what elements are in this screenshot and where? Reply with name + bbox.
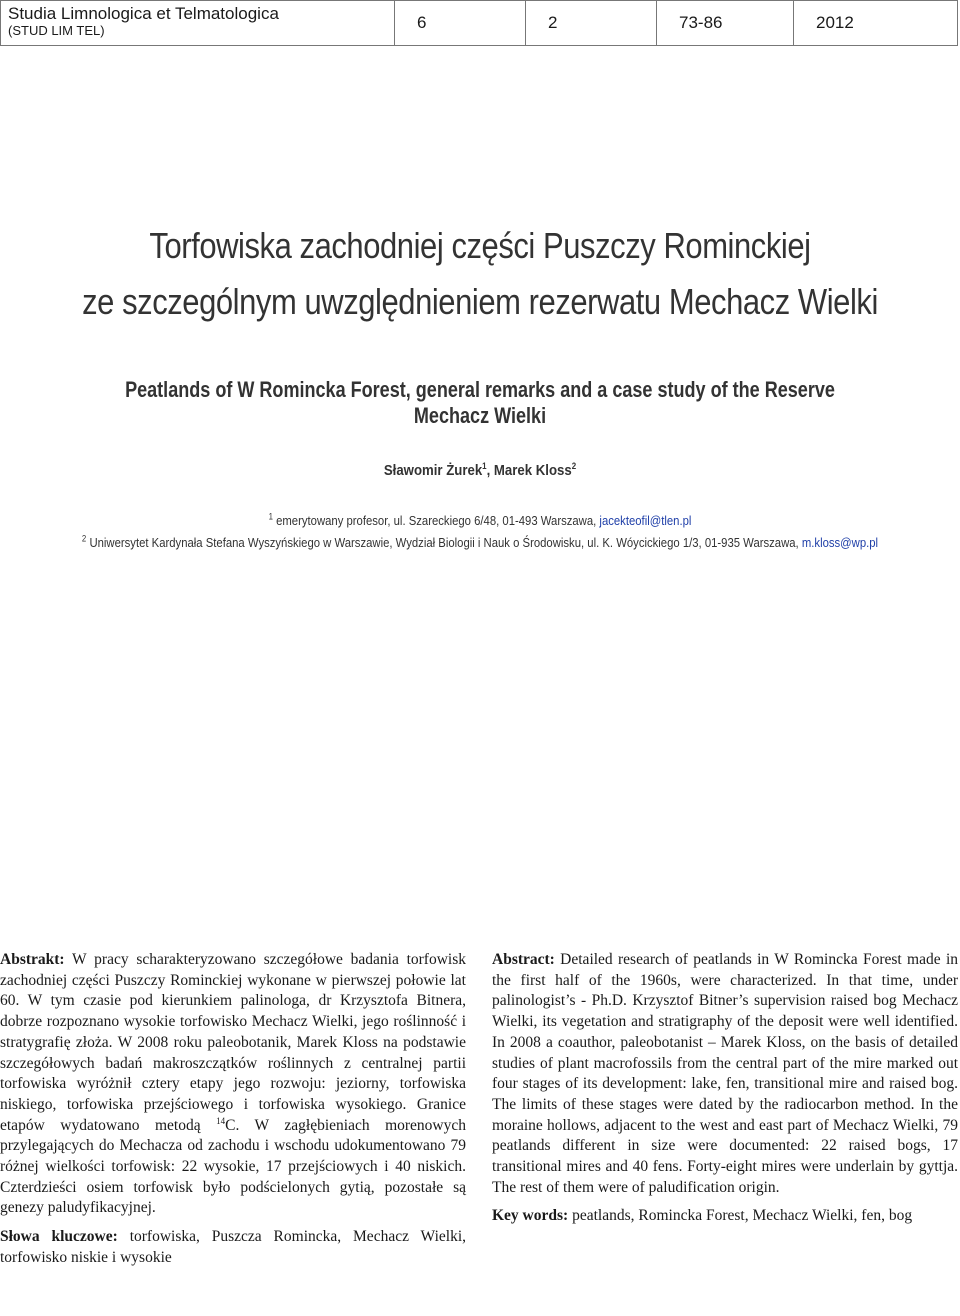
- affiliation-mark: 1: [268, 511, 273, 522]
- journal-name: Studia Limnologica et Telmatologica: [8, 4, 279, 23]
- keywords-polish-text: torfowiska, Puszcza Romincka, Mechacz Wielki, torfowisko niskie i wysokie: [0, 1228, 466, 1266]
- title-english: Peatlands of W Romincka Forest, general remarks and a case study of the Reserve Mechacz Wielki: [125, 377, 835, 428]
- keywords-polish-label: Słowa kluczowe:: [0, 1228, 118, 1246]
- title-polish: [67, 218, 893, 330]
- abstract-polish-text: W pracy scharakteryzowano szczegółowe badania torfowisk zachodniej części Puszczy Rominckiej wykonane w pierwszej połowie lat 60. W tym czasie pod kierunkiem palinologa, dr Krzysztofa Bitnera, dobrze rozpoznano wysokie torfowisko Mechacz Wielki, jego roślinność i stratygrafię złoża. W 2008 roku paleobotanik, Marek Kloss na podstawie szczegółowych badań makroszczątków roślinnych z centralnej partii torfowiska wyróżnił cztery etapy jego rozwoju: jeziorny, torfowiska niskiego, torfowiska przejściowego i torfowiska wysokiego. Granice etapów wydatowano metodą: [0, 951, 466, 1134]
- email-link[interactable]: jacekteofil@tlen.pl: [599, 513, 692, 528]
- abstract-polish-label: Abstrakt:: [0, 951, 65, 968]
- title-polish-line2: ze szczególnym uwzględnieniem rezerwatu Mechacz Wielki: [82, 281, 878, 322]
- journal-header-table: [0, 0, 958, 46]
- journal-abbreviation: (STUD LIM TEL): [8, 23, 105, 38]
- isotope-mass-number: 14: [216, 1115, 226, 1126]
- authors-line: [58, 462, 903, 479]
- issue-cell: 2: [526, 1, 657, 45]
- abstract-polish: [0, 950, 466, 1219]
- journal-cell: [1, 1, 395, 45]
- author-affiliation-mark: 2: [571, 461, 577, 471]
- pages-cell: 73-86: [657, 1, 794, 45]
- abstract-english-label: Abstract:: [492, 951, 555, 968]
- title-polish-line1: Torfowiska zachodniej części Puszczy Rominckiej: [149, 225, 811, 266]
- affiliation-text: Uniwersytet Kardynała Stefana Wyszyńskiego w Warszawie, Wydział Biologii i Nauk o Środowisku, ul. K. Wóycickiego 1/3, 01-935 Warszawa,: [86, 535, 802, 550]
- author-name: Sławomir Żurek: [383, 462, 483, 479]
- email-link[interactable]: m.kloss@wp.pl: [801, 535, 879, 550]
- keywords-english-text: peatlands, Romincka Forest, Mechacz Wielki, fen, bog: [568, 1207, 913, 1225]
- abstract-polish-column: [0, 950, 466, 1269]
- abstract-english-column: [492, 950, 958, 1227]
- year-cell: 2012: [816, 13, 854, 32]
- affiliation-text: emerytowany profesor, ul. Szareckiego 6/48, 01-493 Warszawa,: [272, 513, 600, 528]
- author-affiliation-mark: 1: [482, 461, 487, 471]
- abstract-english: [492, 950, 958, 1198]
- affiliation-2: [62, 535, 897, 550]
- abstract-english-text: Detailed research of peatlands in W Romincka Forest made in the first half of the 1960s, were characterized. In that time, under palinologist’s - Ph.D. Krzysztof Bitner’s supervision raised bog Mechacz Wielki, its vegetation and stratigraphy of the deposit were well identified. In 2008 a coauthor, paleobotanist – Marek Kloss, on the basis of detailed studies of plant macrofossils from the central part of the mire marked out four stages of its development: lake, fen, transitional mire and raised bog. The limits of these stages were dated by the radiocarbon method. In the moraine hollows, adjacent to the west and east part of Mechacz Wielki, 79 peatlands different in size were documented: 22 raised bogs, 17 transitional mires and 40 fens. Forty-eight mires were underlain by gyttja. The rest of them were of paludification origin.: [492, 951, 958, 1196]
- isotope-symbol: C: [225, 1116, 236, 1134]
- keywords-english-label: Key words:: [492, 1207, 569, 1225]
- keywords-english: [492, 1206, 958, 1227]
- affiliation-mark: 2: [81, 533, 87, 544]
- keywords-polish: [0, 1227, 466, 1268]
- abstract-polish-text-continued: . W zagłębieniach morenowych przylegających do Mechacza od zachodu i wschodu udokumentowano 79 różnej wielkości torfowisk: 22 wysokie, 17 przejściowych i 40 niskich. Czterdzieści osiem torfowisk było podścielonych gytią, pozostałe są genezy paludyfikacyjnej.: [0, 1116, 466, 1217]
- affiliation-1: [62, 513, 897, 528]
- author-name: Marek Kloss: [493, 462, 572, 479]
- volume-cell: 6: [395, 1, 526, 45]
- author-separator: ,: [486, 462, 494, 479]
